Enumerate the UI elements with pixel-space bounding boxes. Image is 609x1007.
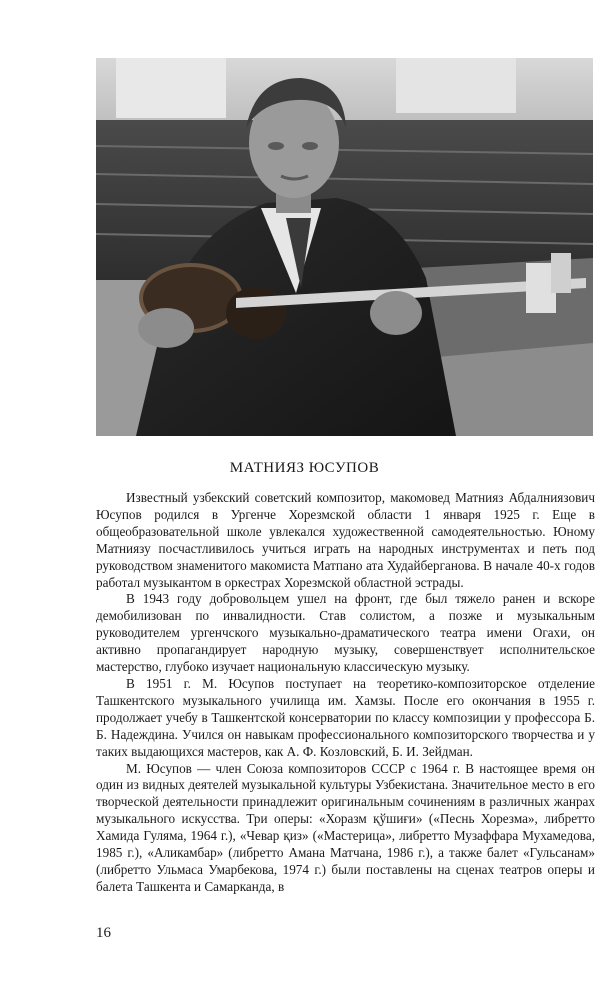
paragraph-1: Известный узбекский советский композитор, макомовед Матнияз Абдалниязович Юсупов родился в Ургенче Хорезмской области 1 января 1925 г. Еще в общеобразовательной школе увлекался художественной самодеятельностью. Юному Матниязу посчастливилось учиться играть на народных инструментах и петь под руководством знаменитого макомиста Матпано ата Худайберганова. В начале 40-х годов работал музыкантом в оркестрах Хорезмской областной эстрады.	[96, 490, 595, 590]
article-body	[96, 490, 595, 896]
paragraph-2: В 1943 году добровольцем ушел на фронт, где был тяжело ранен и вскоре демобилизован по инвалидности. Став солистом, а позже и музыкальным руководителем ургенчского музыкально-драматического театра имени Огахи, он активно пропагандирует народную музыку, совершенствует исполнительское мастерство, глубоко изучает национальную классическую музыку.	[96, 591, 595, 675]
paragraph-3: В 1951 г. М. Юсупов поступает на теоретико-композиторское отделение Ташкентского музыкального училища им. Хамзы. После его окончания в 1955 г. продолжает учебу в Ташкентской консерватории по классу композиции у профессора Б. Б. Надеждина. Учился он навыкам профессионального композиторского творчества и у таких выдающихся мастеров, как А. Ф. Козловский, Б. И. Зейдман.	[96, 675, 595, 759]
paragraph-4: М. Юсупов — член Союза композиторов СССР с 1964 г. В настоящее время он один из видных деятелей музыкальной культуры Узбекистана. Значительное место в его творческой деятельности принадлежит оригинальным сочинениям в различных жанрах музыкального искусства. Три оперы: «Хоразм қўшиғи» («Песнь Хорезма», либретто Хамида Гуляма, 1964 г.), «Чевар қиз» («Мастерица», либретто Музаффара Мухамедова, 1985 г.), «Аликамбар» (либретто Амана Матчана, 1986 г.), а также балет «Гульсанам» (либретто Ульмаса Умарбекова, 1974 г.) были поставлены на сценах театров оперы и балета Ташкента и Самарканда, в	[96, 760, 595, 894]
portrait-photo	[96, 58, 593, 436]
portrait-photo-icon	[96, 58, 593, 436]
page-number: 16	[96, 925, 111, 941]
article-title: МАТНИЯЗ ЮСУПОВ	[229, 460, 380, 476]
